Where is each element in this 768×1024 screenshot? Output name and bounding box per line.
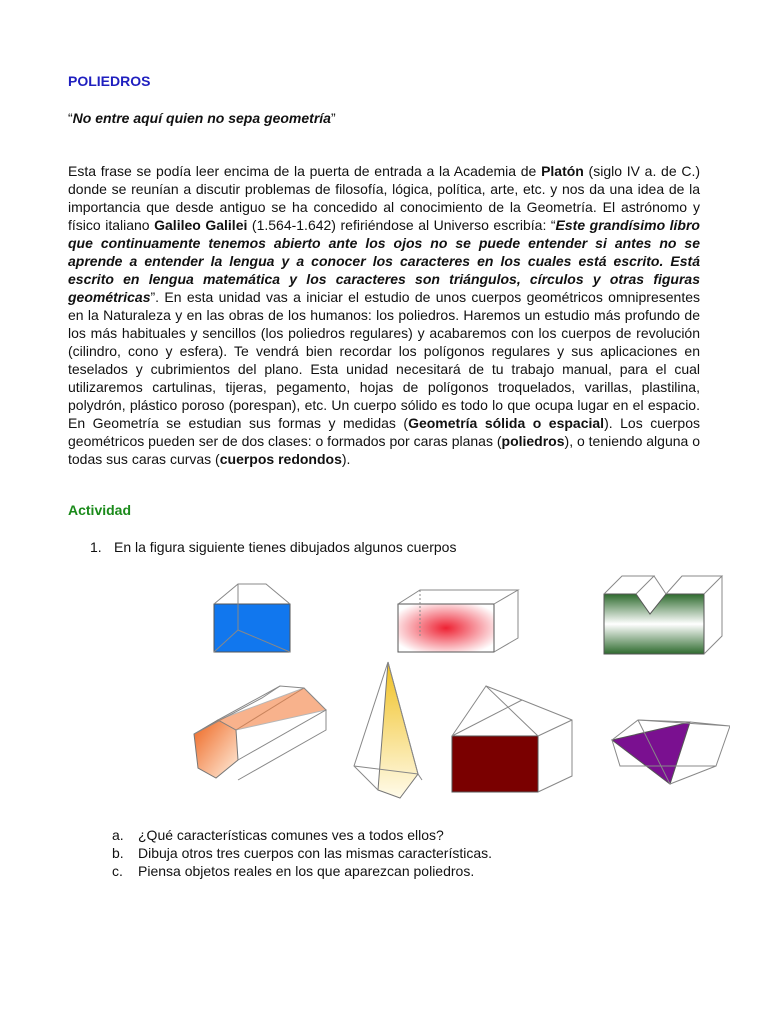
polyhedra-figure bbox=[126, 570, 730, 802]
list-text: En la figura siguiente tienes dibujados algunos cuerpos bbox=[114, 539, 457, 555]
list-letter: a. bbox=[112, 827, 124, 843]
list-item bbox=[90, 539, 456, 555]
triangular-prism-shape bbox=[214, 584, 290, 652]
paragraph-bold: poliedros bbox=[501, 433, 565, 449]
list-text: Dibuja otros tres cuerpos con las mismas características. bbox=[138, 845, 493, 861]
list-letter: b. bbox=[112, 845, 124, 861]
galileo-quote: Este grandísimo libro que continuamente tenemos abierto ante los ojos no se puede entender si antes no se aprende a entender la lengua y a conocer los caracteres en los cuales está escrito. Está escrito en lengua matemática y los caracteres son triángulos, círculos y otras figuras geométricas bbox=[68, 217, 700, 305]
paragraph-text: (siglo IV a. de C.) donde se reunían a discutir problemas de filosofía, lógica, política, arte, etc. y nos da una idea de la importancia que desde antiguo se ha concedido al conocimiento de la Geometría. El astrónomo y físico italiano bbox=[68, 163, 700, 233]
house-prism-shape bbox=[452, 686, 572, 792]
octahedron-shape bbox=[612, 720, 730, 784]
paragraph-bold: cuerpos redondos bbox=[219, 451, 342, 467]
list-text: Piensa objetos reales en los que aparezcan poliedros. bbox=[138, 863, 475, 879]
page-title: POLIEDROS bbox=[68, 73, 151, 89]
paragraph-bold: Galileo Galilei bbox=[154, 217, 248, 233]
paragraph-bold: Geometría sólida o espacial bbox=[408, 415, 605, 431]
rectangular-box-shape bbox=[398, 590, 518, 652]
paragraph-bold: Platón bbox=[541, 163, 584, 179]
quote-close-mark: ” bbox=[330, 110, 336, 126]
paragraph-text: ”. En esta unidad vas a iniciar el estudio de unos cuerpos geométricos omnipresentes en la Naturaleza y en las obras de los humanos: los poliedros. Haremos un estudio más profundo de los más habituales y sencillos (los poliedros regulares) y acabaremos con los cuerpos de revolución (cilindro, cono y esfera). Te vendrá bien recordar los polígonos regulares y sus aplicaciones en teselados y cubrimientos del plano. Esta unidad necesitará de tu trabajo manual, para el cual utilizaremos cartulinas, tijeras, pegamento, hojas de polígonos troquelados, varillas, plastilina, polydrón, plástico poroso (porespan), etc. Un cuerpo sólido es todo lo que ocupa lugar en el espacio. En Geometría se estudian sus formas y medidas ( bbox=[68, 289, 700, 431]
intro-paragraph bbox=[68, 162, 700, 468]
list-item bbox=[112, 844, 492, 862]
list-item bbox=[112, 826, 492, 844]
notched-prism-shape bbox=[604, 576, 722, 654]
activity-heading: Actividad bbox=[68, 502, 132, 518]
hexagonal-prism-shape bbox=[194, 686, 326, 780]
pyramid-shape bbox=[354, 662, 422, 798]
quote-open-mark: “ bbox=[68, 110, 73, 126]
paragraph-text: Esta frase se podía leer encima de la puerta de entrada a la Academia de bbox=[68, 163, 542, 179]
paragraph-text: ). Los cuerpos geométricos pueden ser de dos clases: o formados por caras planas ( bbox=[68, 415, 700, 449]
list-item bbox=[112, 862, 492, 880]
sub-question-list bbox=[112, 826, 492, 880]
paragraph-text: (1.564-1.642) refiriéndose al Universo escribía: “ bbox=[247, 217, 556, 233]
list-number: 1. bbox=[90, 539, 102, 555]
quote bbox=[68, 110, 336, 126]
list-letter: c. bbox=[112, 863, 123, 879]
list-text: ¿Qué características comunes ves a todos ellos? bbox=[138, 827, 444, 843]
paragraph-text: ). bbox=[341, 451, 351, 467]
quote-text: No entre aquí quien no sepa geometría bbox=[72, 110, 331, 126]
paragraph-text: ), o teniendo alguna o todas sus caras curvas ( bbox=[68, 433, 700, 467]
